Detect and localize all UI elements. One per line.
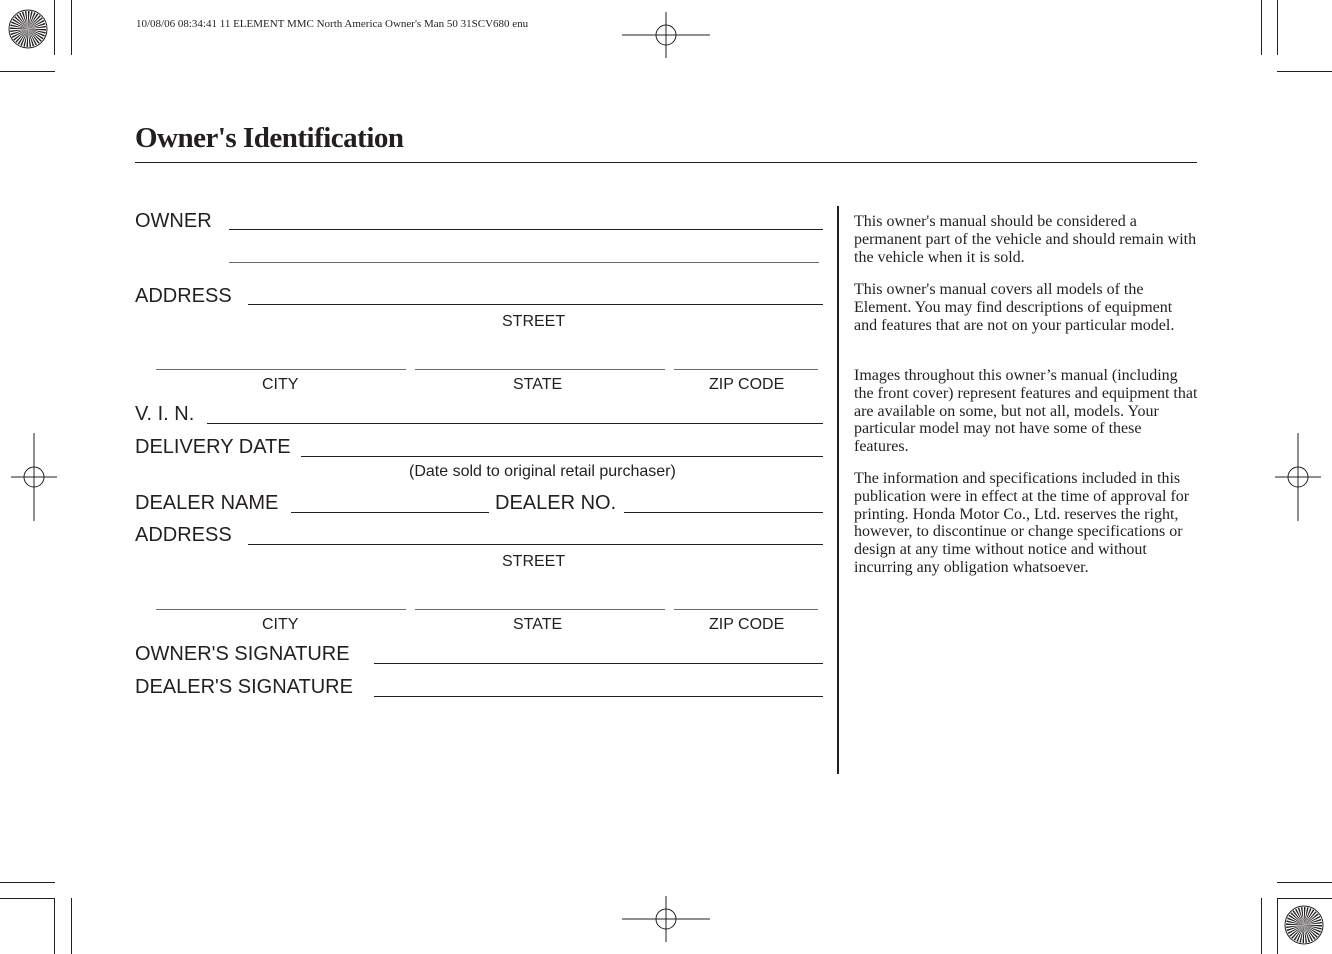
owner-line-2 bbox=[229, 262, 819, 263]
owner-address-label: ADDRESS bbox=[135, 285, 232, 307]
dealer-state-caption: STATE bbox=[513, 616, 563, 633]
title-rule bbox=[135, 162, 1197, 163]
dealer-no-line bbox=[624, 512, 823, 513]
dealer-street-line bbox=[248, 544, 823, 545]
delivery-date-line bbox=[301, 456, 823, 457]
owner-state-line bbox=[415, 369, 665, 370]
owner-label: OWNER bbox=[135, 210, 212, 232]
print-header: 10/08/06 08:34:41 11 ELEMENT MMC North America Owner's Man 50 31SCV680 enu bbox=[136, 18, 529, 30]
dealer-signature-label: DEALER'S SIGNATURE bbox=[135, 676, 353, 698]
paragraph-permanent-part: This owner's manual should be considered a permanent part of the vehicle and should remain with the vehicle when it is sold. bbox=[854, 213, 1197, 266]
dealer-signature-line bbox=[374, 696, 823, 697]
dealer-no-label: DEALER NO. bbox=[495, 492, 617, 514]
owner-signature-line bbox=[374, 663, 823, 664]
paragraph-specifications: The information and specifications included in this publication were in effect at the time of approval for printing. Honda Motor Co., Ltd. reserves the right, however, to discontinue or change specifications or design at any time without notice and without incurring any obligation whatsoever. bbox=[854, 470, 1190, 576]
starburst-mark-bottom-right bbox=[1284, 905, 1324, 945]
owner-city-line bbox=[156, 369, 406, 370]
dealer-city-caption: CITY bbox=[262, 616, 299, 633]
vin-label: V. I. N. bbox=[135, 403, 195, 425]
paragraph-images: Images throughout this owner’s manual (including the front cover) represent features and equipment that are available on some, but not all, models. Your particular model may not have some of these features. bbox=[854, 367, 1198, 456]
dealer-state-line bbox=[415, 609, 665, 610]
owner-city-caption: CITY bbox=[262, 376, 299, 393]
dealer-zip-line bbox=[674, 609, 818, 610]
registration-mark-left bbox=[11, 433, 57, 521]
owner-street-line bbox=[248, 304, 823, 305]
delivery-date-label: DELIVERY DATE bbox=[135, 436, 291, 458]
column-divider bbox=[837, 206, 839, 774]
owner-line bbox=[229, 229, 823, 230]
dealer-street-caption: STREET bbox=[502, 553, 566, 570]
dealer-zip-caption: ZIP CODE bbox=[709, 616, 785, 633]
owner-state-caption: STATE bbox=[513, 376, 563, 393]
delivery-date-note: (Date sold to original retail purchaser) bbox=[409, 463, 676, 480]
owner-signature-label: OWNER'S SIGNATURE bbox=[135, 643, 350, 665]
dealer-name-line bbox=[291, 512, 489, 513]
registration-mark-bottom bbox=[622, 896, 710, 942]
registration-mark-right bbox=[1275, 433, 1321, 521]
owner-street-caption: STREET bbox=[502, 313, 566, 330]
paragraph-covers-all-models: This owner's manual covers all models of the Element. You may find descriptions of equipment and features that are not on your particular model. bbox=[854, 281, 1175, 334]
registration-mark-top bbox=[622, 12, 710, 58]
dealer-city-line bbox=[156, 609, 406, 610]
starburst-mark-top-left bbox=[8, 9, 48, 49]
owner-zip-caption: ZIP CODE bbox=[709, 376, 785, 393]
dealer-address-label: ADDRESS bbox=[135, 524, 232, 546]
page-title: Owner's Identification bbox=[135, 122, 404, 154]
dealer-name-label: DEALER NAME bbox=[135, 492, 279, 514]
vin-line bbox=[207, 423, 823, 424]
owner-zip-line bbox=[674, 369, 818, 370]
